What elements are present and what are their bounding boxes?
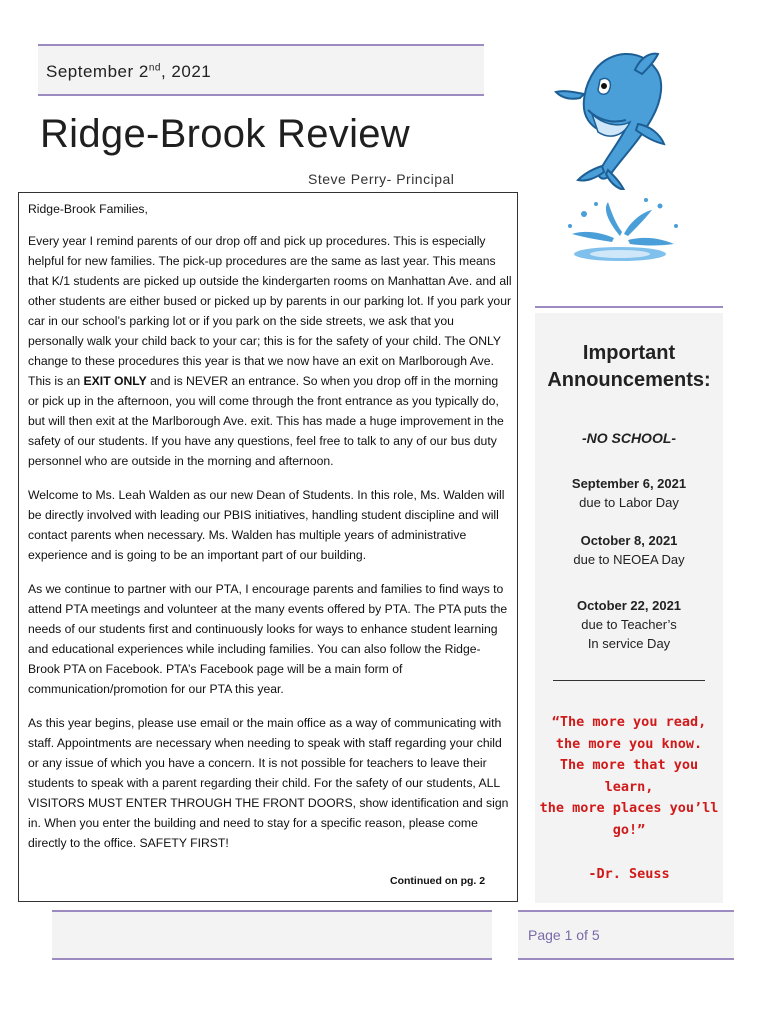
dolphin-icon bbox=[540, 40, 690, 190]
continued-note: Continued on pg. 2 bbox=[390, 875, 486, 887]
announcement-item: October 8, 2021 due to NEOEA Day bbox=[573, 533, 685, 567]
letter-paragraph-dean: Welcome to Ms. Leah Walden as our new Dean of Students. In this role, Ms. Walden will be directly involved with leading our PBIS initiatives, handling student discipline and will contact parents when necessary. Ms. Walden has multiple years of administrative experience and is going to be an important part of our building. bbox=[28, 488, 505, 562]
quote-attribution: -Dr. Seuss bbox=[588, 866, 670, 882]
announcement-item: September 6, 2021 due to Labor Day bbox=[571, 476, 687, 510]
water-splash-icon bbox=[550, 196, 690, 276]
issue-date: September 2nd, 2021 bbox=[46, 62, 212, 81]
seuss-quote: “The more you read, the more you know. The more that you learn, the more places you’ll go!” bbox=[539, 714, 719, 838]
letter-paragraph-communication: As this year begins, please use email or the main office as a way of communicating with staff. Appointments are necessary when needing to speak with staff regarding your child or any issue of which you have a concern. It is not possible for teachers to leave their students to speak with a parent regarding their child. For the safety of our students, ALL VISITORS MUST ENTER THROUGH THE FRONT DOORS, show identification and sign in. When you enter the building and need to stay for a specific reason, please come directly to the office. SAFETY FIRST! bbox=[28, 716, 509, 850]
letter-body bbox=[28, 199, 512, 867]
no-school-heading: -NO SCHOOL- bbox=[581, 430, 677, 446]
announcements-divider bbox=[535, 306, 723, 308]
letter-greeting: Ridge-Brook Families, bbox=[28, 202, 148, 216]
footer-band-left bbox=[52, 910, 492, 960]
newsletter-title: Ridge-Brook Review bbox=[40, 112, 410, 156]
announcement-rule bbox=[553, 680, 705, 681]
announcement-item: October 22, 2021 due to Teacher’s In service Day bbox=[576, 598, 682, 651]
letter-paragraph-procedures: Every year I remind parents of our drop off and pick up procedures. This is especially helpful for new families. The pick-up procedures are the same as last year. This means that K/1 students are picked up outside the kindergarten rooms on Manhattan Ave. and all other students are either bused or picked up by parents in our parking lot. If you park your car in our school’s parking lot or if you park on the side streets, we ask that you personally walk your child back to your car; this is for the safety of your child. The ONLY change to these procedures this year is that we now have an exit on Marlborough Ave. This is an EXIT ONLY and is NEVER an entrance. So when you drop off in the morning or pick up in the afternoon, you will come through the front entrance as you typically do, but will then exit at the Marlborough Ave. exit. This has made a huge improvement in the safety of our students. If you have any questions, feel free to talk to any of our bus duty personnel who are outside in the morning and afternoon. bbox=[28, 234, 512, 468]
principal-byline: Steve Perry- Principal bbox=[308, 171, 455, 187]
letter-paragraph-pta: As we continue to partner with our PTA, I encourage parents and families to find ways to attend PTA meetings and volunteer at the many events offered by PTA. The PTA puts the needs of our students first and continuously looks for ways to enhance student learning and educational experiences while including families. You can also follow the Ridge-Brook PTA on Facebook. PTA’s Facebook page will be a main form of communication/promotion for our PTA this year. bbox=[28, 582, 508, 696]
announcements-title: Important Announcements: bbox=[547, 342, 711, 391]
page-number: Page 1 of 5 bbox=[528, 927, 600, 943]
